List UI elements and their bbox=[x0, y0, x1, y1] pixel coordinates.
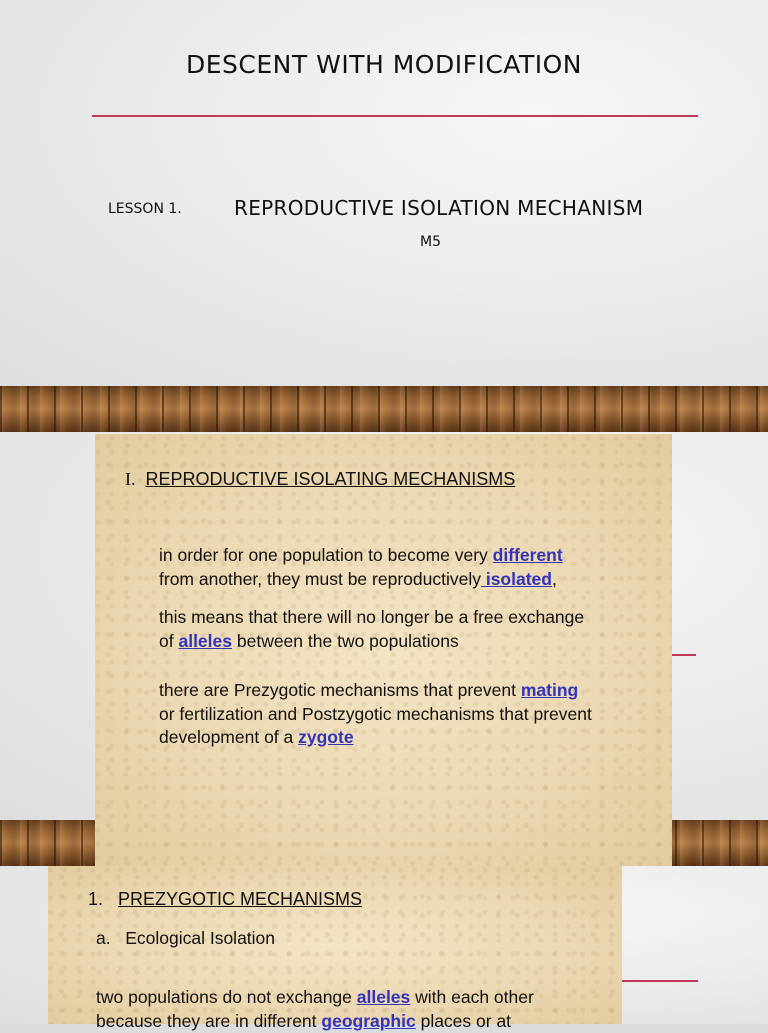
slide-title: DESCENT WITH MODIFICATION bbox=[186, 50, 582, 79]
paragraph bbox=[159, 679, 592, 750]
link-isolated[interactable]: isolated bbox=[480, 568, 552, 589]
section-heading bbox=[125, 468, 515, 492]
parchment-panel bbox=[48, 866, 622, 1031]
text: this means that there will no longer be a free exchange bbox=[159, 607, 585, 627]
text: with each other bbox=[410, 987, 534, 1007]
text: there are Prezygotic mechanisms that prevent bbox=[159, 680, 521, 700]
link-alleles[interactable]: alleles bbox=[178, 630, 232, 651]
text: development of a bbox=[159, 727, 299, 747]
paragraph bbox=[159, 544, 563, 591]
text: because they are in different bbox=[96, 1010, 322, 1031]
link-different[interactable]: different bbox=[492, 545, 563, 565]
slide-divider bbox=[672, 654, 696, 656]
link-geographic[interactable]: geographic bbox=[321, 1010, 416, 1031]
link-mating[interactable]: mating bbox=[520, 680, 579, 700]
lesson-title: REPRODUCTIVE ISOLATION MECHANISM bbox=[234, 196, 644, 220]
slide-divider bbox=[622, 980, 698, 982]
subheading bbox=[96, 927, 275, 951]
sub-letter: a. bbox=[96, 928, 111, 948]
title-slide bbox=[0, 0, 768, 386]
paragraph bbox=[96, 986, 534, 1033]
text: from another, they must be reproductively bbox=[159, 568, 481, 589]
heading-number: 1. bbox=[88, 889, 104, 909]
wood-floor-divider bbox=[0, 386, 768, 432]
text: two populations do not exchange bbox=[96, 987, 357, 1007]
text: or fertilization and Postzygotic mechanisms that prevent bbox=[159, 703, 592, 724]
heading-text: REPRODUCTIVE ISOLATING MECHANISMS bbox=[145, 469, 516, 489]
parchment-panel bbox=[95, 434, 672, 866]
sub-text: Ecological Isolation bbox=[125, 928, 276, 948]
text: in order for one population to become very bbox=[159, 545, 493, 565]
text: of bbox=[159, 630, 179, 651]
link-alleles[interactable]: alleles bbox=[356, 987, 411, 1007]
link-zygote[interactable]: zygote bbox=[298, 727, 354, 747]
heading-text: PREZYGOTIC MECHANISMS bbox=[118, 889, 363, 909]
title-divider bbox=[92, 115, 698, 117]
heading-number: I. bbox=[125, 469, 136, 489]
lesson-label: LESSON 1. bbox=[108, 201, 182, 217]
text: places or at bbox=[415, 1010, 512, 1031]
text: , bbox=[551, 568, 557, 589]
module-code: M5 bbox=[420, 234, 441, 250]
paragraph bbox=[159, 606, 584, 653]
section-heading bbox=[88, 888, 362, 912]
text: between the two populations bbox=[232, 630, 459, 651]
